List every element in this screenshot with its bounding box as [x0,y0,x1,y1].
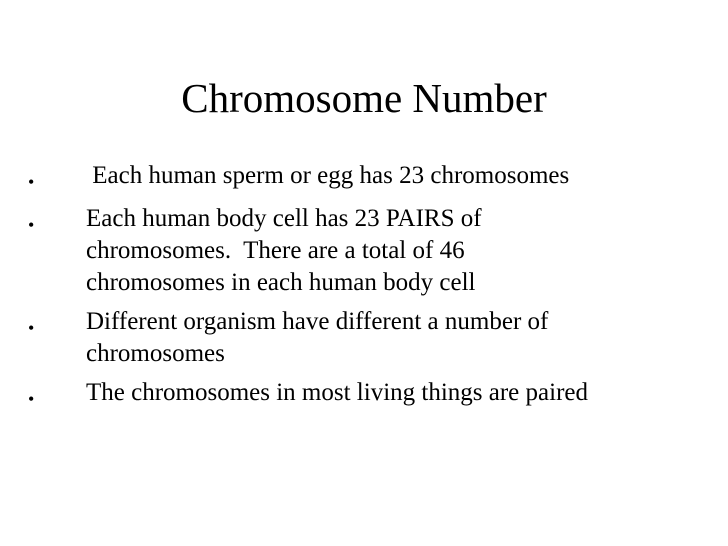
bullet-icon: • [28,215,35,235]
bullet-text: Each human body cell has 23 PAIRS of chromosomes. There are a total of 46 chromosomes in each human body cell [86,205,482,296]
bullet-icon: • [28,318,35,338]
bullet-icon: • [28,172,35,192]
bullet-text: Each human sperm or egg has 23 chromosomes [86,162,570,189]
bullet-text: The chromosomes in most living things are paired [86,379,588,406]
bullet-text: Different organism have different a number of chromosomes [86,308,549,367]
bullet-icon: • [28,389,35,409]
bullet-list [28,164,708,424]
bullet-item [28,164,708,200]
slide-title: Chromosome Number [181,75,547,121]
bullet-item [28,310,708,374]
bullet-item [28,381,708,417]
bullet-item [28,207,708,303]
